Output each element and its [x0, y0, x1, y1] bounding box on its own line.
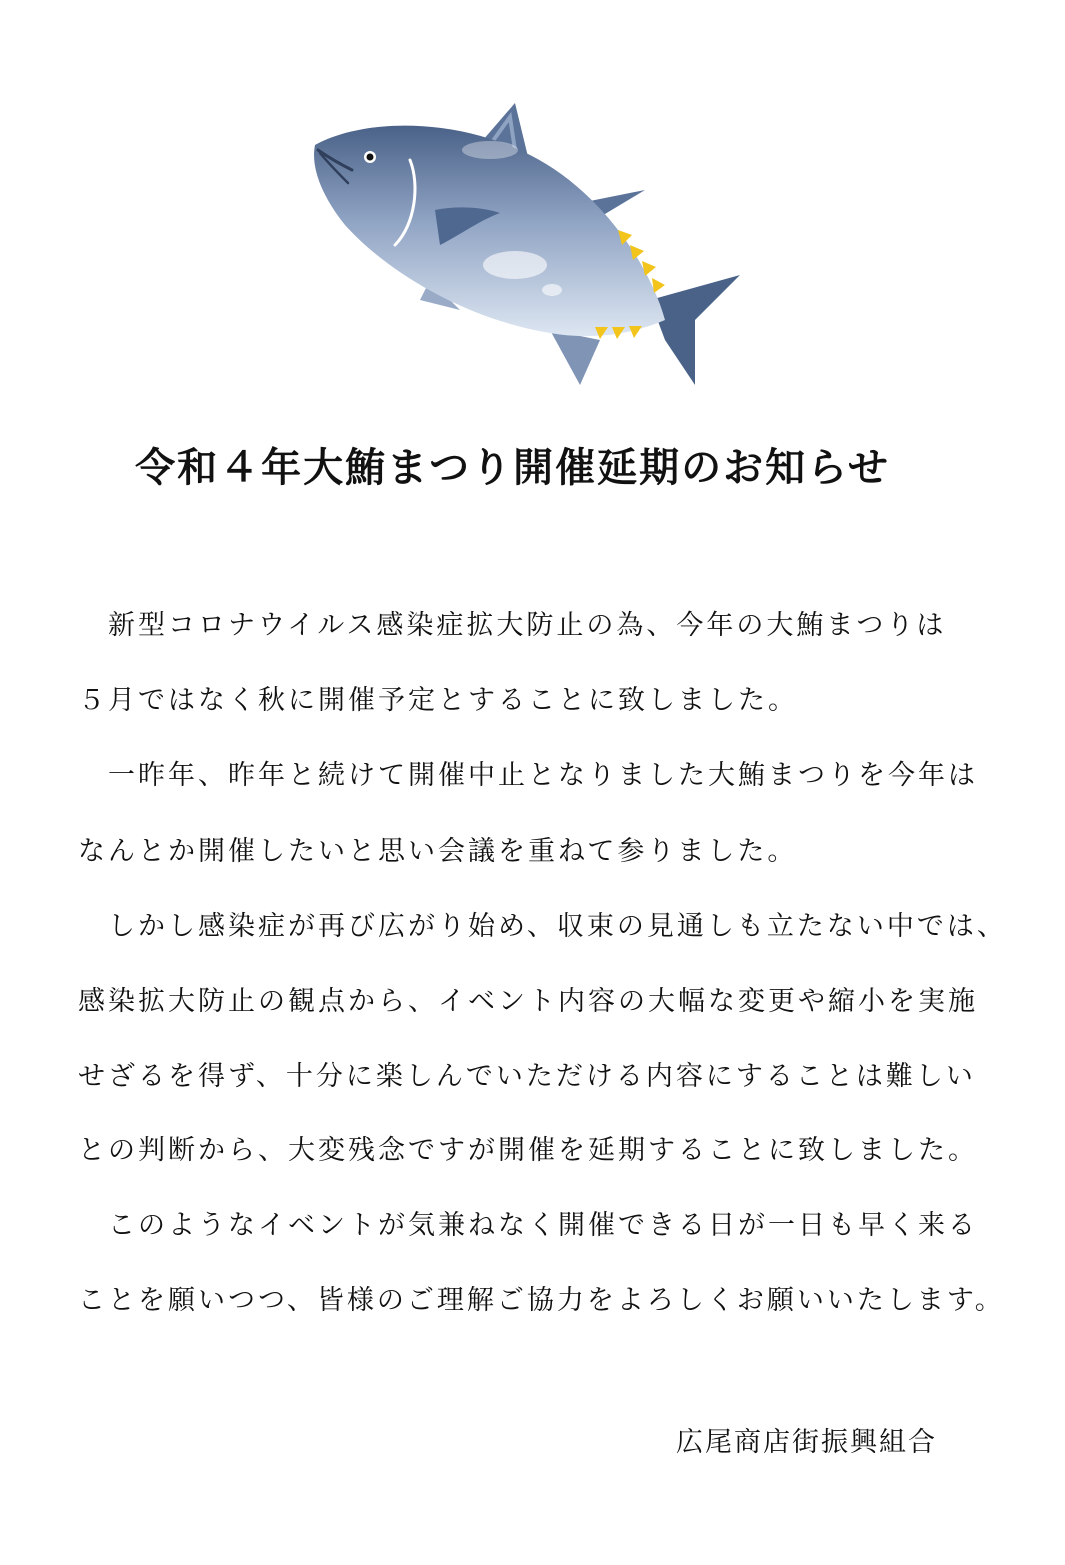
- body-line: ５月ではなく秋に開催予定とすることに致しました。: [78, 685, 798, 716]
- body-line: しかし感染症が再び広がり始め、収束の見通しも立たない中では、: [78, 911, 1007, 942]
- body-line: このようなイベントが気兼ねなく開催できる日が一日も早く来る: [78, 1210, 978, 1241]
- signature: 広尾商店街振興組合: [676, 1427, 937, 1458]
- body-line: 感染拡大防止の観点から、イベント内容の大幅な変更や縮小を実施: [78, 986, 978, 1017]
- body-line: との判断から、大変残念ですが開催を延期することに致しました。: [78, 1135, 978, 1166]
- body-line: せざるを得ず、十分に楽しんでいただける内容にすることは難しい: [78, 1061, 976, 1092]
- body-line: なんとか開催したいと思い会議を重ねて参りました。: [78, 836, 798, 867]
- tuna-fish-illustration: [300, 95, 750, 390]
- body-line: 一昨年、昨年と続けて開催中止となりました大鮪まつりを今年は: [78, 760, 978, 791]
- page-title: 令和４年大鮪まつり開催延期のお知らせ: [135, 444, 890, 491]
- body-line: 新型コロナウイルス感染症拡大防止の為、今年の大鮪まつりは: [78, 610, 947, 641]
- body-line: ことを願いつつ、皆様のご理解ご協力をよろしくお願いいたします。: [78, 1285, 1005, 1316]
